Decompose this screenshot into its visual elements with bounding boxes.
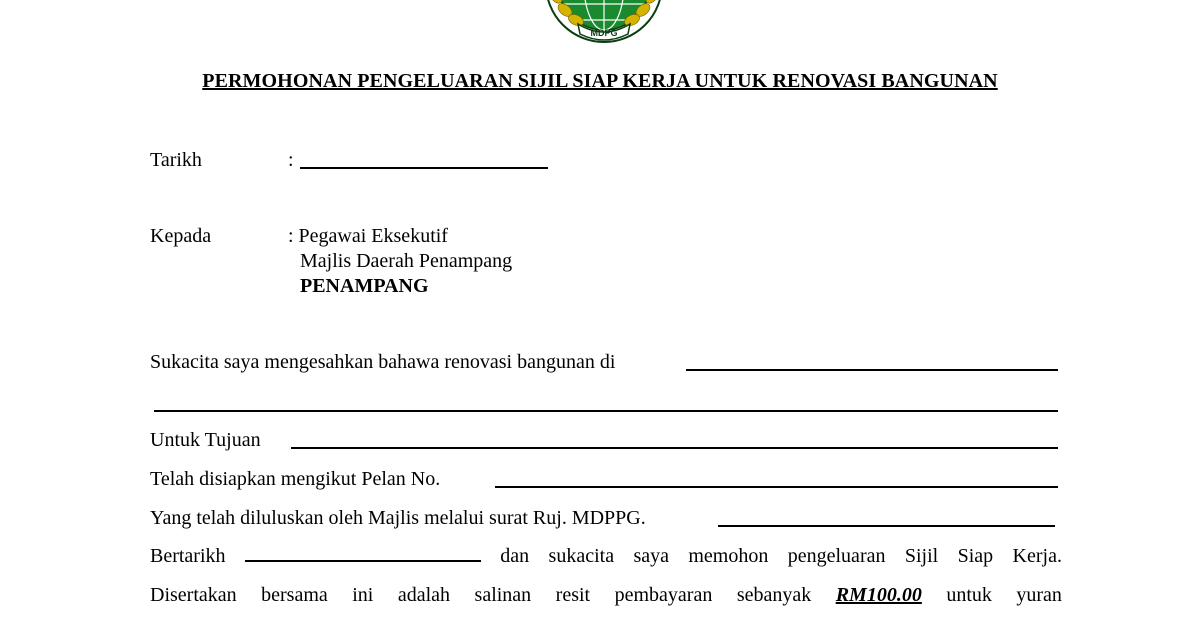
tarikh-label: Tarikh (150, 149, 202, 171)
disertakan-word: pembayaran (614, 584, 713, 606)
untuk-tujuan-label: Untuk Tujuan (150, 429, 261, 451)
pelan-no-label: Telah disiapkan mengikut Pelan No. (150, 468, 441, 490)
bertarikh-word: dan (500, 545, 530, 567)
disertakan-line (150, 584, 1062, 607)
bertarikh-word: Kerja. (1012, 545, 1062, 567)
bertarikh-word: sukacita (548, 545, 615, 567)
recipient-line-1: : Pegawai Eksekutif (288, 225, 448, 247)
ruj-blank[interactable] (718, 525, 1055, 527)
recipient-line-2: Majlis Daerah Penampang (300, 250, 513, 272)
document-title: PERMOHONAN PENGELUARAN SIJIL SIAP KERJA UNTUK RENOVASI BANGUNAN (202, 70, 998, 92)
bertarikh-label: Bertarikh (150, 545, 226, 567)
disertakan-word: untuk (946, 584, 992, 606)
disertakan-word: yuran (1016, 584, 1062, 606)
bertarikh-word: pengeluaran (787, 545, 886, 567)
disertakan-word: ini (352, 584, 374, 606)
payment-amount: RM100.00 (835, 584, 922, 606)
disertakan-word: resit (555, 584, 591, 606)
address-blank-2[interactable] (154, 410, 1058, 412)
bertarikh-word: saya (633, 545, 669, 567)
bertarikh-line (150, 545, 1062, 568)
ruj-label: Yang telah diluluskan oleh Majlis melalui surat Ruj. MDPPG. (150, 507, 646, 529)
logo-text: MDPG (590, 28, 618, 38)
untuk-tujuan-blank[interactable] (291, 447, 1058, 449)
disertakan-word: adalah (397, 584, 451, 606)
bertarikh-blank[interactable] (245, 546, 481, 562)
disertakan-word: salinan (474, 584, 532, 606)
bertarikh-word: Siap (957, 545, 994, 567)
pelan-no-blank[interactable] (495, 486, 1058, 488)
disertakan-word: Disertakan (150, 584, 237, 606)
address-blank-1[interactable] (686, 369, 1058, 371)
disertakan-word: sebanyak (736, 584, 812, 606)
tarikh-colon: : (288, 149, 294, 171)
mdpg-logo (538, 0, 670, 44)
bertarikh-word: memohon (688, 545, 769, 567)
body-line-1: Sukacita saya mengesahkan bahawa renovasi bangunan di (150, 351, 616, 373)
kepada-label: Kepada (150, 225, 212, 247)
bertarikh-word: Sijil (904, 545, 939, 567)
tarikh-blank[interactable] (300, 167, 548, 169)
disertakan-word: bersama (261, 584, 328, 606)
recipient-line-3: PENAMPANG (300, 275, 429, 297)
